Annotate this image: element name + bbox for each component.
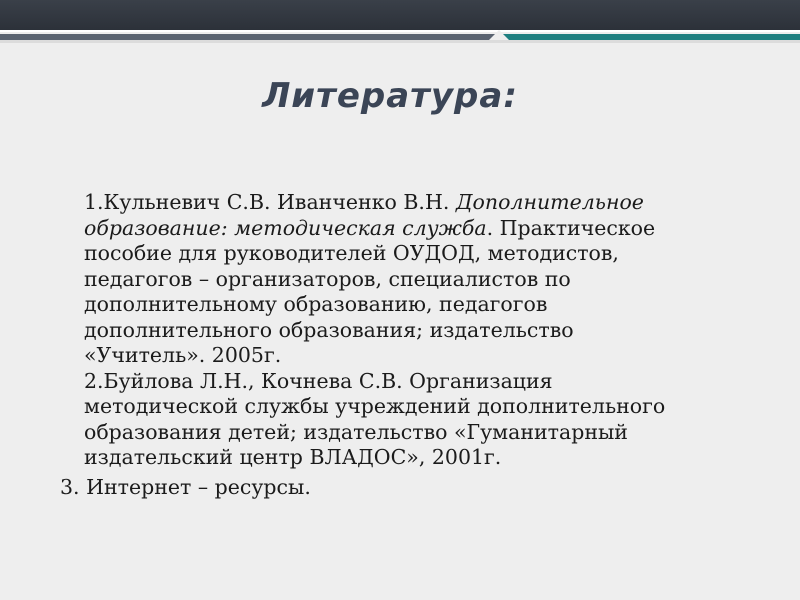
reference-1-line-4: педагогов – организаторов, специалистов по	[84, 266, 571, 291]
reference-item-3	[60, 475, 760, 501]
reference-2-line-4: издательский центр ВЛАДОС», 2001г.	[84, 445, 502, 469]
reference-1-line-3: пособие для руководителей ОУДОД, методистов,	[84, 241, 619, 265]
reference-2-line-1: 2.Буйлова Л.Н., Кочнева С.В. Организация	[84, 368, 553, 393]
reference-1-line-2	[84, 216, 760, 242]
reference-2-line-2: методической службы учреждений дополнительного	[84, 394, 666, 418]
reference-3-line-1: 3. Интернет – ресурсы.	[60, 474, 311, 499]
reference-1-line-1-text: 1.Кульневич С.В. Иванченко В.Н.	[84, 190, 456, 214]
slide-title: Литература:	[262, 76, 518, 116]
reference-1-line-1-italic: Дополнительное	[455, 190, 644, 214]
reference-1-line-2-text: . Практическое	[486, 215, 656, 240]
reference-1-line-2-italic: образование: методическая служба	[84, 215, 487, 240]
reference-item-2	[60, 369, 760, 471]
accent-divider	[0, 40, 800, 43]
reference-1-line-7: «Учитель». 2005г.	[84, 343, 282, 367]
reference-2-line-3: образования детей; издательство «Гуманитарный	[84, 419, 628, 444]
references-list	[60, 190, 760, 500]
reference-1-line-6: дополнительного образования; издательство	[84, 317, 574, 342]
reference-item-1	[60, 190, 760, 369]
reference-1-line-1	[84, 190, 760, 216]
slide-header-band	[0, 0, 800, 30]
reference-1-line-5: дополнительному образованию, педагогов	[84, 292, 548, 316]
